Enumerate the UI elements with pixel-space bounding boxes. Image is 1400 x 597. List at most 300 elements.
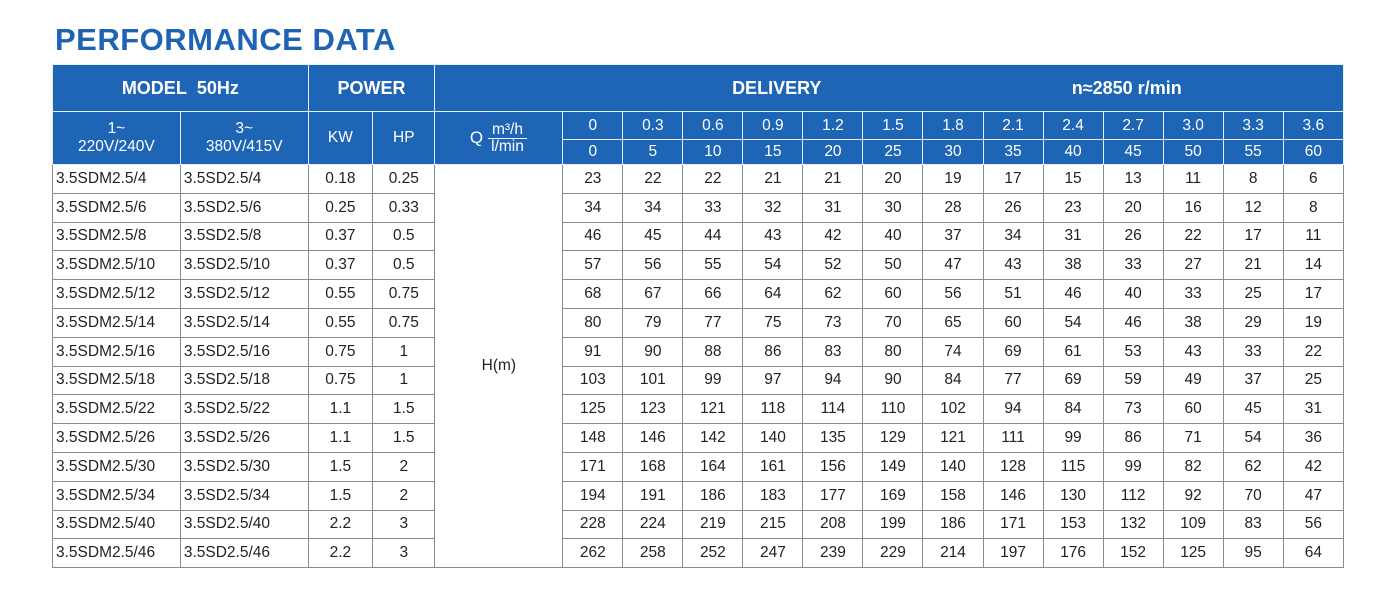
flow-m3h-cell: 3.0 <box>1163 112 1223 140</box>
head-value: 43 <box>743 222 803 251</box>
model-single-phase: 3.5SDM2.5/18 <box>53 366 181 395</box>
head-value: 33 <box>683 193 743 222</box>
power-hp: 1.5 <box>373 395 435 424</box>
model-single-phase: 3.5SDM2.5/4 <box>53 165 181 194</box>
model-single-phase: 3.5SDM2.5/46 <box>53 539 181 568</box>
three-phase-voltage: 380V/415V <box>205 138 283 155</box>
model-header <box>53 65 309 112</box>
head-value: 132 <box>1103 510 1163 539</box>
power-kw: 0.37 <box>308 222 372 251</box>
head-value: 38 <box>1043 251 1103 280</box>
head-value: 31 <box>1043 222 1103 251</box>
head-value: 21 <box>1223 251 1283 280</box>
head-value: 103 <box>563 366 623 395</box>
head-value: 79 <box>623 308 683 337</box>
model-three-phase: 3.5SD2.5/22 <box>180 395 308 424</box>
model-three-phase: 3.5SD2.5/4 <box>180 165 308 194</box>
table-row <box>53 222 1344 251</box>
head-value: 149 <box>863 452 923 481</box>
model-single-phase: 3.5SDM2.5/8 <box>53 222 181 251</box>
head-value: 20 <box>1103 193 1163 222</box>
head-value: 43 <box>1163 337 1223 366</box>
head-value: 37 <box>1223 366 1283 395</box>
head-value: 168 <box>623 452 683 481</box>
head-value: 140 <box>743 424 803 453</box>
head-value: 183 <box>743 481 803 510</box>
power-hp: 2 <box>373 481 435 510</box>
model-single-phase: 3.5SDM2.5/22 <box>53 395 181 424</box>
flow-lmin-cell: 30 <box>923 140 983 165</box>
head-value: 66 <box>683 280 743 309</box>
flow-m3h-cell: 2.7 <box>1103 112 1163 140</box>
head-value: 99 <box>683 366 743 395</box>
head-value: 42 <box>1283 452 1343 481</box>
power-hp: 0.5 <box>373 222 435 251</box>
head-value: 102 <box>923 395 983 424</box>
power-kw: 0.75 <box>308 366 372 395</box>
head-value: 84 <box>1043 395 1103 424</box>
flow-lmin-cell: 5 <box>623 140 683 165</box>
flow-m3h-cell: 0.9 <box>743 112 803 140</box>
flow-lmin-cell: 25 <box>863 140 923 165</box>
power-header: POWER <box>308 65 435 112</box>
head-value: 228 <box>563 510 623 539</box>
head-value: 140 <box>923 452 983 481</box>
head-value: 52 <box>803 251 863 280</box>
head-value: 64 <box>743 280 803 309</box>
head-value: 69 <box>983 337 1043 366</box>
head-value: 70 <box>1223 481 1283 510</box>
model-three-phase: 3.5SD2.5/26 <box>180 424 308 453</box>
flow-m3h-cell: 1.8 <box>923 112 983 140</box>
flow-m3h-cell: 3.6 <box>1283 112 1343 140</box>
flow-lmin-cell: 15 <box>743 140 803 165</box>
power-kw: 0.18 <box>308 165 372 194</box>
head-value: 37 <box>923 222 983 251</box>
head-value: 219 <box>683 510 743 539</box>
head-value: 84 <box>923 366 983 395</box>
head-value: 26 <box>983 193 1043 222</box>
head-value: 73 <box>1103 395 1163 424</box>
model-single-phase: 3.5SDM2.5/10 <box>53 251 181 280</box>
head-value: 46 <box>1043 280 1103 309</box>
head-value: 77 <box>983 366 1043 395</box>
header-row-main <box>53 65 1344 112</box>
power-hp: 2 <box>373 452 435 481</box>
head-value: 44 <box>683 222 743 251</box>
power-hp: 1 <box>373 366 435 395</box>
head-value: 148 <box>563 424 623 453</box>
head-value: 161 <box>743 452 803 481</box>
flow-m3h-cell: 1.2 <box>803 112 863 140</box>
table-row <box>53 395 1344 424</box>
model-single-phase: 3.5SDM2.5/40 <box>53 510 181 539</box>
q-label: Q <box>469 128 484 147</box>
head-value: 40 <box>863 222 923 251</box>
head-value: 176 <box>1043 539 1103 568</box>
head-value: 13 <box>1103 165 1163 194</box>
head-value: 51 <box>983 280 1043 309</box>
flow-m3h-cell: 0.6 <box>683 112 743 140</box>
head-value: 34 <box>983 222 1043 251</box>
head-value: 56 <box>1283 510 1343 539</box>
head-value: 158 <box>923 481 983 510</box>
model-three-phase: 3.5SD2.5/30 <box>180 452 308 481</box>
head-value: 61 <box>1043 337 1103 366</box>
head-value: 8 <box>1283 193 1343 222</box>
head-value: 60 <box>863 280 923 309</box>
page-title: PERFORMANCE DATA <box>55 22 396 57</box>
head-value: 92 <box>1163 481 1223 510</box>
head-value: 125 <box>563 395 623 424</box>
head-value: 115 <box>1043 452 1103 481</box>
head-value: 239 <box>803 539 863 568</box>
head-value: 19 <box>1283 308 1343 337</box>
head-value: 123 <box>623 395 683 424</box>
head-value: 31 <box>803 193 863 222</box>
power-kw: 2.2 <box>308 539 372 568</box>
hp-header: HP <box>373 112 435 165</box>
table-row <box>53 510 1344 539</box>
head-value: 94 <box>983 395 1043 424</box>
head-value: 21 <box>743 165 803 194</box>
power-kw: 2.2 <box>308 510 372 539</box>
model-single-phase: 3.5SDM2.5/14 <box>53 308 181 337</box>
power-hp: 0.33 <box>373 193 435 222</box>
head-value: 99 <box>1043 424 1103 453</box>
power-hp: 1.5 <box>373 424 435 453</box>
head-value: 95 <box>1223 539 1283 568</box>
head-value: 8 <box>1223 165 1283 194</box>
head-value: 82 <box>1163 452 1223 481</box>
power-hp: 0.75 <box>373 280 435 309</box>
flow-m3h-cell: 2.1 <box>983 112 1043 140</box>
delivery-label: DELIVERY <box>732 77 822 98</box>
head-value: 121 <box>683 395 743 424</box>
head-value: 45 <box>1223 395 1283 424</box>
power-hp: 0.75 <box>373 308 435 337</box>
head-value: 33 <box>1103 251 1163 280</box>
head-value: 74 <box>923 337 983 366</box>
power-kw: 1.1 <box>308 395 372 424</box>
head-value: 80 <box>563 308 623 337</box>
head-value: 91 <box>563 337 623 366</box>
head-value: 152 <box>1103 539 1163 568</box>
head-value: 71 <box>1163 424 1223 453</box>
flow-lmin-cell: 35 <box>983 140 1043 165</box>
table-row <box>53 280 1344 309</box>
power-kw: 0.55 <box>308 280 372 309</box>
flow-lmin-cell: 20 <box>803 140 863 165</box>
model-three-phase: 3.5SD2.5/34 <box>180 481 308 510</box>
head-value: 229 <box>863 539 923 568</box>
head-value: 23 <box>1043 193 1103 222</box>
head-value: 17 <box>1223 222 1283 251</box>
flow-m3h-cell: 0 <box>563 112 623 140</box>
head-value: 94 <box>803 366 863 395</box>
head-value: 194 <box>563 481 623 510</box>
head-value: 20 <box>863 165 923 194</box>
head-value: 186 <box>923 510 983 539</box>
head-value: 101 <box>623 366 683 395</box>
head-value: 262 <box>563 539 623 568</box>
head-value: 59 <box>1103 366 1163 395</box>
model-single-phase: 3.5SDM2.5/12 <box>53 280 181 309</box>
head-value: 23 <box>563 165 623 194</box>
power-hp: 1 <box>373 337 435 366</box>
head-value: 22 <box>1163 222 1223 251</box>
head-value: 60 <box>1163 395 1223 424</box>
head-value: 22 <box>623 165 683 194</box>
q-unit-m3h: m³/h <box>488 122 527 139</box>
head-value: 25 <box>1283 366 1343 395</box>
head-value: 46 <box>563 222 623 251</box>
head-value: 6 <box>1283 165 1343 194</box>
head-value: 54 <box>743 251 803 280</box>
head-value: 29 <box>1223 308 1283 337</box>
head-value: 90 <box>863 366 923 395</box>
head-value: 75 <box>743 308 803 337</box>
head-value: 146 <box>623 424 683 453</box>
model-three-phase: 3.5SD2.5/46 <box>180 539 308 568</box>
head-value: 118 <box>743 395 803 424</box>
head-value: 28 <box>923 193 983 222</box>
flow-lmin-cell: 60 <box>1283 140 1343 165</box>
single-phase-symbol: 1~ <box>107 120 126 137</box>
head-value: 31 <box>1283 395 1343 424</box>
head-value: 121 <box>923 424 983 453</box>
head-value: 191 <box>623 481 683 510</box>
power-kw: 0.75 <box>308 337 372 366</box>
table-row <box>53 251 1344 280</box>
head-value: 22 <box>683 165 743 194</box>
head-value: 25 <box>1223 280 1283 309</box>
head-value: 33 <box>1223 337 1283 366</box>
flow-m3h-cell: 2.4 <box>1043 112 1103 140</box>
head-value: 64 <box>1283 539 1343 568</box>
head-value: 109 <box>1163 510 1223 539</box>
head-value: 47 <box>923 251 983 280</box>
head-value: 54 <box>1043 308 1103 337</box>
head-value: 21 <box>803 165 863 194</box>
head-value: 110 <box>863 395 923 424</box>
power-hp: 0.5 <box>373 251 435 280</box>
head-value: 125 <box>1163 539 1223 568</box>
head-value: 27 <box>1163 251 1223 280</box>
power-kw: 0.55 <box>308 308 372 337</box>
model-three-phase: 3.5SD2.5/14 <box>180 308 308 337</box>
model-single-phase: 3.5SDM2.5/34 <box>53 481 181 510</box>
head-value: 156 <box>803 452 863 481</box>
head-value: 26 <box>1103 222 1163 251</box>
table-row <box>53 165 1344 194</box>
model-three-phase: 3.5SD2.5/10 <box>180 251 308 280</box>
head-value: 65 <box>923 308 983 337</box>
head-value: 214 <box>923 539 983 568</box>
head-value: 99 <box>1103 452 1163 481</box>
head-value: 38 <box>1163 308 1223 337</box>
three-phase-header <box>180 112 308 165</box>
power-kw: 1.5 <box>308 452 372 481</box>
head-value: 11 <box>1163 165 1223 194</box>
table-row <box>53 539 1344 568</box>
head-value: 86 <box>1103 424 1163 453</box>
head-value: 171 <box>563 452 623 481</box>
head-value: 208 <box>803 510 863 539</box>
head-value: 146 <box>983 481 1043 510</box>
head-value: 22 <box>1283 337 1343 366</box>
head-value: 112 <box>1103 481 1163 510</box>
flow-lmin-cell: 50 <box>1163 140 1223 165</box>
head-value: 247 <box>743 539 803 568</box>
head-value: 177 <box>803 481 863 510</box>
head-value: 60 <box>983 308 1043 337</box>
head-value: 36 <box>1283 424 1343 453</box>
head-value: 129 <box>863 424 923 453</box>
head-value: 34 <box>563 193 623 222</box>
power-hp: 0.25 <box>373 165 435 194</box>
head-value: 252 <box>683 539 743 568</box>
head-value: 55 <box>683 251 743 280</box>
head-value: 40 <box>1103 280 1163 309</box>
table-row <box>53 308 1344 337</box>
head-value: 111 <box>983 424 1043 453</box>
model-three-phase: 3.5SD2.5/12 <box>180 280 308 309</box>
power-kw: 0.37 <box>308 251 372 280</box>
table-row <box>53 424 1344 453</box>
head-value: 68 <box>563 280 623 309</box>
head-value: 70 <box>863 308 923 337</box>
model-three-phase: 3.5SD2.5/6 <box>180 193 308 222</box>
head-value: 43 <box>983 251 1043 280</box>
model-single-phase: 3.5SDM2.5/16 <box>53 337 181 366</box>
kw-header: KW <box>308 112 372 165</box>
head-value: 16 <box>1163 193 1223 222</box>
single-phase-header <box>53 112 181 165</box>
power-kw: 1.5 <box>308 481 372 510</box>
head-value: 171 <box>983 510 1043 539</box>
head-value: 128 <box>983 452 1043 481</box>
head-value: 67 <box>623 280 683 309</box>
flow-m3h-cell: 0.3 <box>623 112 683 140</box>
head-value: 56 <box>923 280 983 309</box>
head-value: 53 <box>1103 337 1163 366</box>
head-value: 153 <box>1043 510 1103 539</box>
head-value: 62 <box>803 280 863 309</box>
model-three-phase: 3.5SD2.5/40 <box>180 510 308 539</box>
head-value: 47 <box>1283 481 1343 510</box>
head-value: 130 <box>1043 481 1103 510</box>
head-value: 69 <box>1043 366 1103 395</box>
flow-unit-header <box>435 112 563 165</box>
head-value: 14 <box>1283 251 1343 280</box>
head-value: 164 <box>683 452 743 481</box>
flow-m3h-cell: 1.5 <box>863 112 923 140</box>
head-value: 88 <box>683 337 743 366</box>
head-value: 186 <box>683 481 743 510</box>
head-value: 197 <box>983 539 1043 568</box>
model-frequency: 50Hz <box>196 77 239 98</box>
head-value: 49 <box>1163 366 1223 395</box>
head-value: 54 <box>1223 424 1283 453</box>
head-value: 97 <box>743 366 803 395</box>
head-value: 42 <box>803 222 863 251</box>
flow-lmin-cell: 55 <box>1223 140 1283 165</box>
single-phase-voltage: 220V/240V <box>78 138 155 155</box>
q-unit-lmin: l/min <box>491 137 524 155</box>
head-value: 83 <box>803 337 863 366</box>
flow-lmin-cell: 45 <box>1103 140 1163 165</box>
head-value: 19 <box>923 165 983 194</box>
speed-label: n≈2850 r/min <box>1071 77 1182 98</box>
head-value: 86 <box>743 337 803 366</box>
flow-m3h-cell: 3.3 <box>1223 112 1283 140</box>
model-label: MODEL <box>121 77 187 98</box>
head-value: 15 <box>1043 165 1103 194</box>
head-value: 11 <box>1283 222 1343 251</box>
flow-lmin-cell: 0 <box>563 140 623 165</box>
header-row-flow-m3h <box>53 112 1344 140</box>
head-value: 62 <box>1223 452 1283 481</box>
power-hp: 3 <box>373 510 435 539</box>
head-value: 50 <box>863 251 923 280</box>
model-single-phase: 3.5SDM2.5/30 <box>53 452 181 481</box>
power-kw: 1.1 <box>308 424 372 453</box>
table-row <box>53 193 1344 222</box>
table-row <box>53 452 1344 481</box>
head-value: 17 <box>1283 280 1343 309</box>
head-value: 199 <box>863 510 923 539</box>
three-phase-symbol: 3~ <box>235 120 254 137</box>
model-three-phase: 3.5SD2.5/18 <box>180 366 308 395</box>
head-value: 45 <box>623 222 683 251</box>
head-value: 258 <box>623 539 683 568</box>
table-row <box>53 337 1344 366</box>
head-value: 46 <box>1103 308 1163 337</box>
head-value: 90 <box>623 337 683 366</box>
head-value: 73 <box>803 308 863 337</box>
head-value: 30 <box>863 193 923 222</box>
head-value: 224 <box>623 510 683 539</box>
power-hp: 3 <box>373 539 435 568</box>
model-three-phase: 3.5SD2.5/16 <box>180 337 308 366</box>
head-value: 34 <box>623 193 683 222</box>
head-value: 33 <box>1163 280 1223 309</box>
head-value: 83 <box>1223 510 1283 539</box>
head-value: 80 <box>863 337 923 366</box>
head-value: 142 <box>683 424 743 453</box>
delivery-header <box>435 65 1344 112</box>
head-value: 57 <box>563 251 623 280</box>
performance-table <box>52 64 1344 568</box>
head-value: 17 <box>983 165 1043 194</box>
head-value: 56 <box>623 251 683 280</box>
table-row <box>53 366 1344 395</box>
head-value: 77 <box>683 308 743 337</box>
head-value: 32 <box>743 193 803 222</box>
model-three-phase: 3.5SD2.5/8 <box>180 222 308 251</box>
head-value: 215 <box>743 510 803 539</box>
model-single-phase: 3.5SDM2.5/6 <box>53 193 181 222</box>
table-row <box>53 481 1344 510</box>
head-value: 169 <box>863 481 923 510</box>
model-single-phase: 3.5SDM2.5/26 <box>53 424 181 453</box>
head-value: 135 <box>803 424 863 453</box>
head-value: 12 <box>1223 193 1283 222</box>
head-value: 114 <box>803 395 863 424</box>
head-label: H(m) <box>435 165 563 568</box>
power-kw: 0.25 <box>308 193 372 222</box>
